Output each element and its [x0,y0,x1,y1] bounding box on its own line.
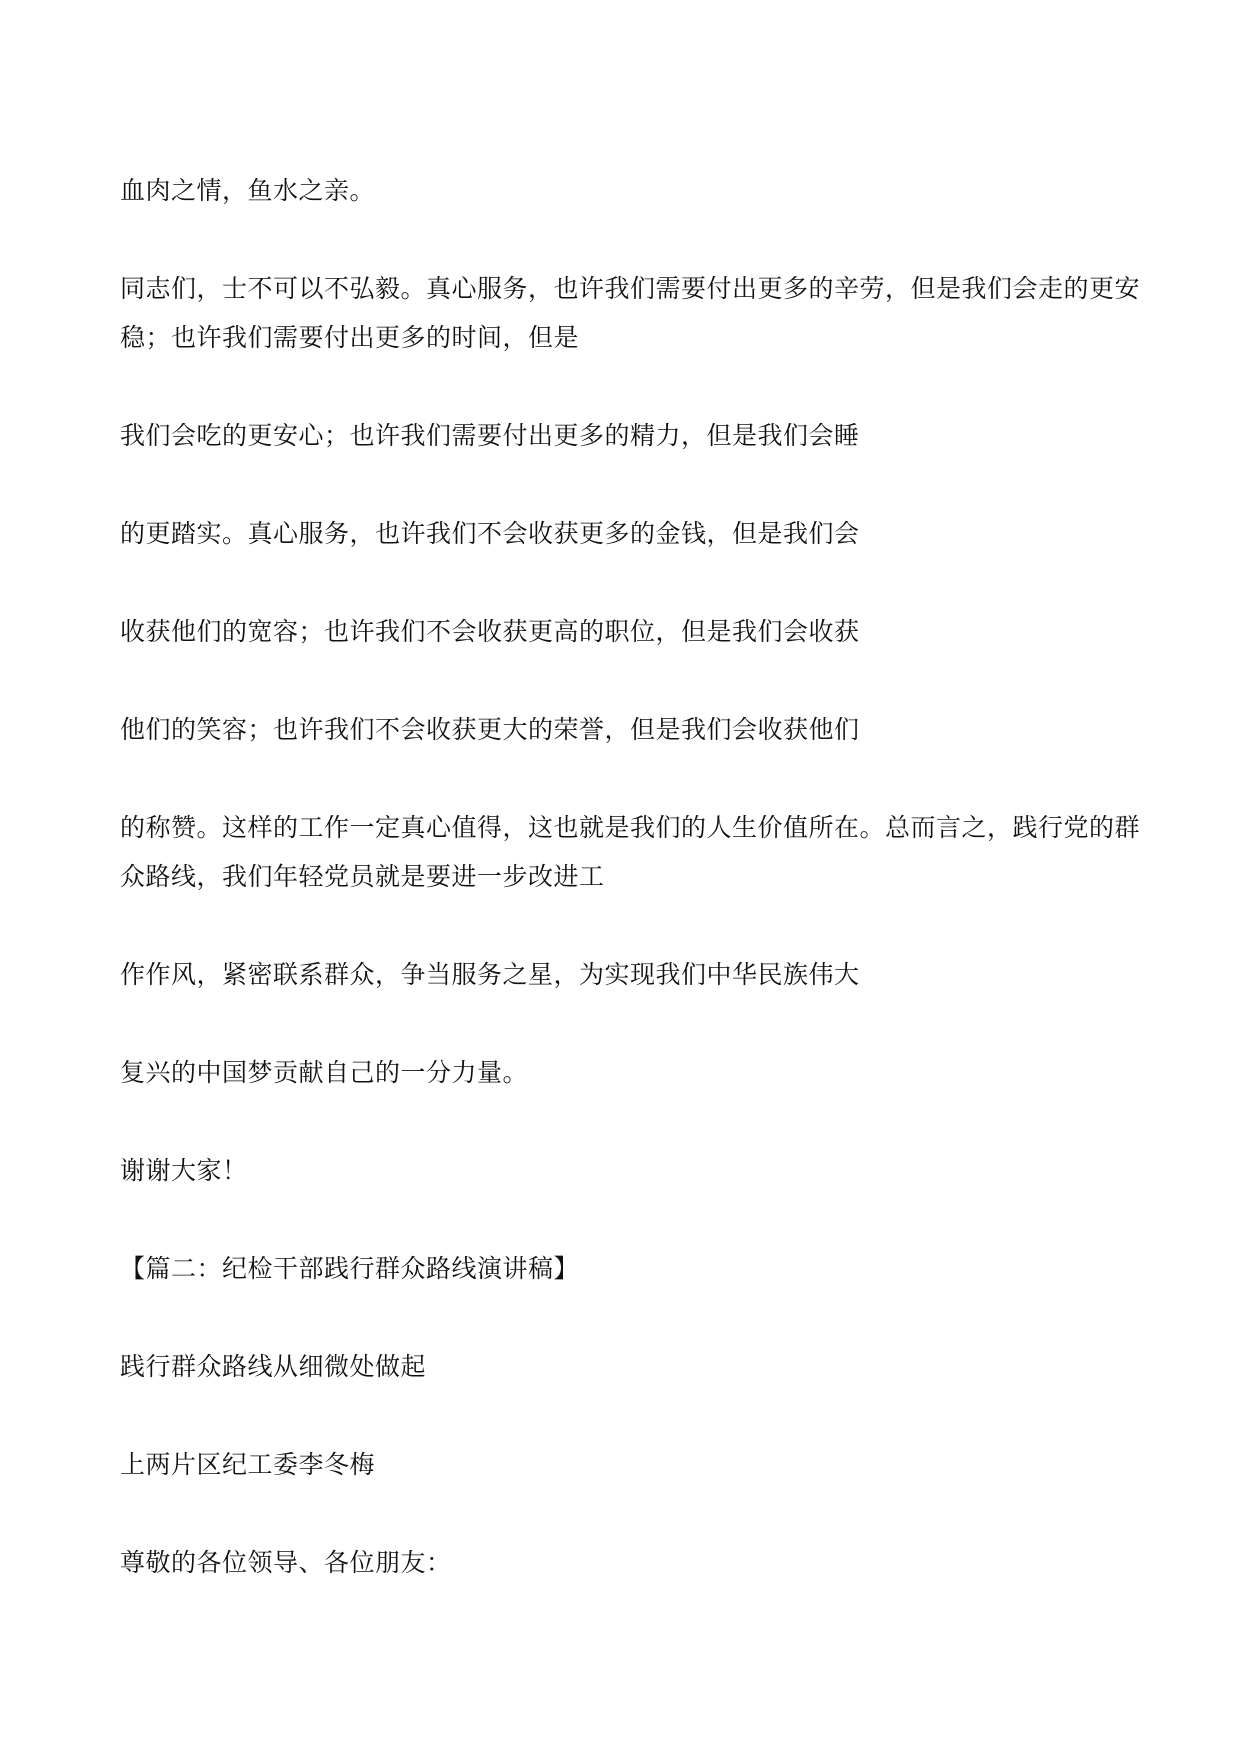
paragraph-line: 我们会吃的更安心；也许我们需要付出更多的精力，但是我们会睡 [120,421,860,450]
speaker-byline: 上两片区纪工委李冬梅 [120,1450,376,1479]
paragraph-line: 他们的笑容；也许我们不会收获更大的荣誉，但是我们会收获他们 [120,715,860,744]
paragraph-line: 收获他们的宽容；也许我们不会收获更高的职位，但是我们会收获 [120,617,860,646]
paragraph-line: 复兴的中国梦贡献自己的一分力量。 [120,1058,529,1087]
speech-title: 践行群众路线从细微处做起 [120,1352,427,1381]
paragraph-line: 血肉之情，鱼水之亲。 [120,176,376,205]
paragraph-line: 同志们，士不可以不弘毅。真心服务，也许我们需要付出更多的辛劳，但是我们会走的更安 [120,274,1141,303]
paragraph-line: 的更踏实。真心服务，也许我们不会收获更多的金钱，但是我们会 [120,519,860,548]
salutation-line: 尊敬的各位领导、各位朋友： [120,1548,452,1577]
closing-line: 谢谢大家！ [120,1156,248,1185]
paragraph-line: 众路线，我们年轻党员就是要进一步改进工 [120,862,605,891]
paragraph-line: 的称赞。这样的工作一定真心值得，这也就是我们的人生价值所在。总而言之，践行党的群 [120,813,1141,842]
paragraph-line: 作作风，紧密联系群众，争当服务之星，为实现我们中华民族伟大 [120,960,860,989]
paragraph-line: 稳；也许我们需要付出更多的时间，但是 [120,323,580,352]
section-heading: 【篇二：纪检干部践行群众路线演讲稿】 [120,1254,580,1283]
